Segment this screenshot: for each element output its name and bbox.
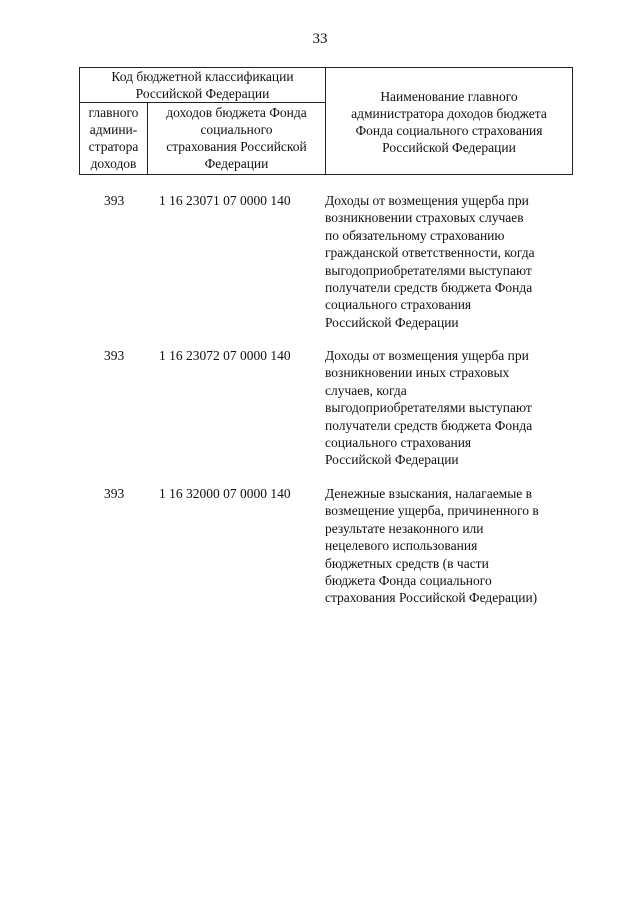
row-admin-code: 393 <box>104 348 125 363</box>
header-income-column: доходов бюджета Фонда социального страхования Российской Федерации <box>166 105 307 171</box>
row-income-code: 1 16 23071 07 0000 140 <box>159 193 291 208</box>
header-divider-horizontal <box>80 102 325 103</box>
row-income-code: 1 16 32000 07 0000 140 <box>159 486 291 501</box>
header-name-column: Наименование главного администратора доходов бюджета Фонда социального страхования Российской Федерации <box>351 89 547 155</box>
page-number: 33 <box>312 31 328 47</box>
header-code-group: Код бюджетной классификации Российской Федерации <box>111 69 294 101</box>
table-header <box>79 67 573 175</box>
row-admin-code: 393 <box>104 486 125 501</box>
row-income-code: 1 16 23072 07 0000 140 <box>159 348 291 363</box>
row-name: Доходы от возмещения ущерба при возникновении иных страховых случаев, когда выгодоприобретателями выступают получатели средств бюджета Фонда социального страхования Российской Федерации <box>325 348 533 468</box>
row-admin-code: 393 <box>104 193 125 208</box>
header-admin-column: главного админи- стратора доходов <box>88 105 139 171</box>
row-name: Денежные взыскания, налагаемые в возмещение ущерба, причиненного в результате незаконного или нецелевого использования бюджетных средств (в части бюджета Фонда социального страхования Российской Федерации) <box>325 486 539 606</box>
row-name: Доходы от возмещения ущерба при возникновении страховых случаев по обязательному страхованию гражданской ответственности, когда выгодоприобретателями выступают получатели средств бюджета Фонда социального страхования Российской Федерации <box>325 193 535 330</box>
